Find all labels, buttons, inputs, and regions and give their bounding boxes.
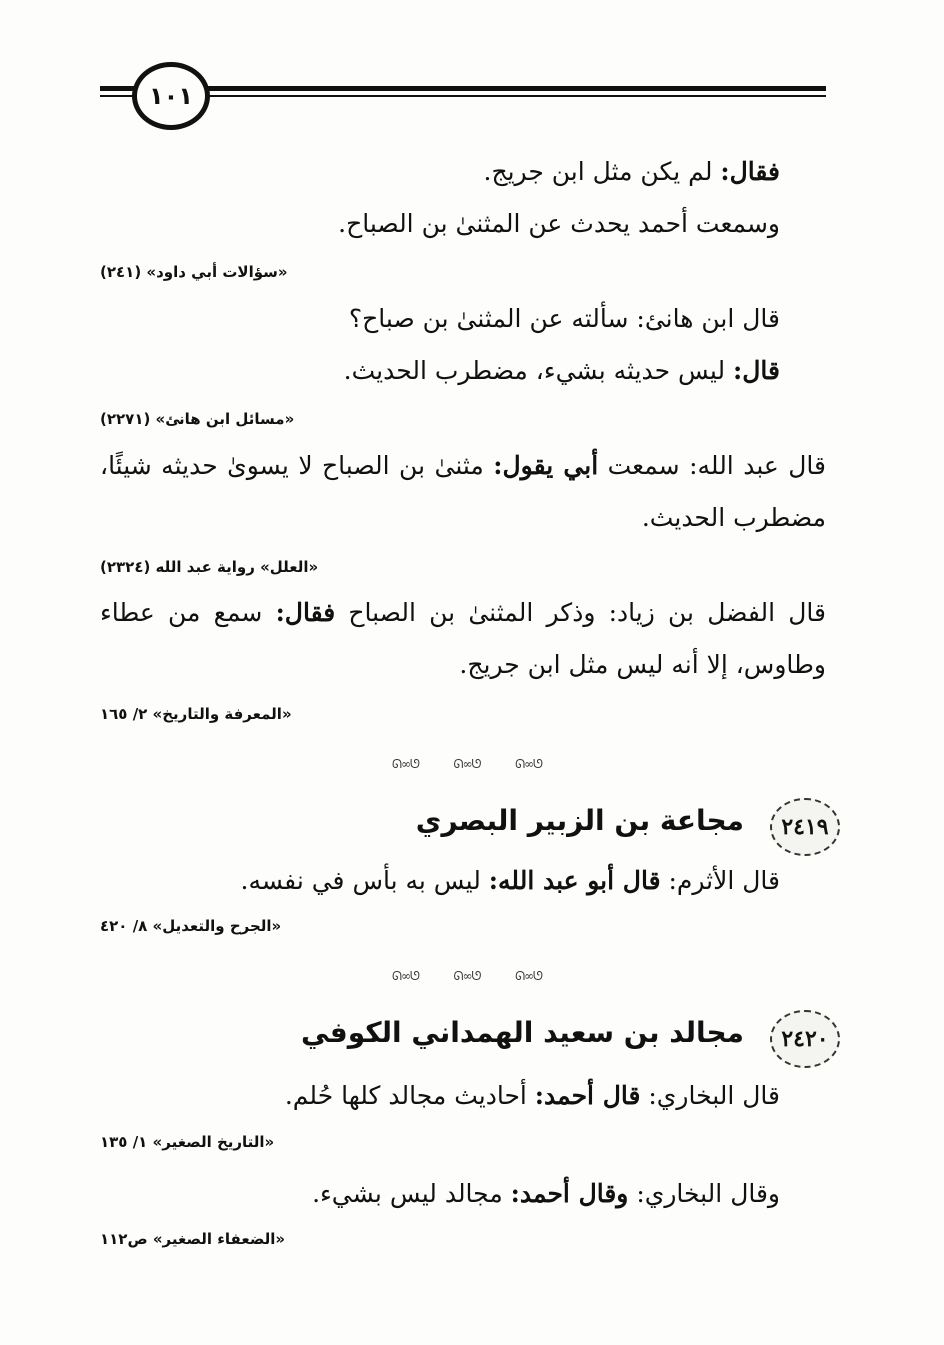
page-number: ١٠١	[132, 62, 210, 130]
source-citation: «المعرفة والتاريخ» ٢/ ١٦٥	[100, 705, 292, 723]
text-paragraph: قال عبد الله: سمعت أبي يقول: مثنىٰ بن الصباح لا يسوىٰ حديثه شيئًا، مضطرب الحديث.	[100, 451, 826, 532]
source-citation: «العلل» رواية عبد الله (٢٣٢٤)	[100, 558, 319, 576]
text-line: قال البخاري: قال أحمد: أحاديث مجالد كلها حُلم.	[284, 1081, 780, 1110]
source-citation: «الجرح والتعديل» ٨/ ٤٢٠	[100, 917, 282, 935]
text-line: فقال: لم يكن مثل ابن جريج.	[483, 157, 780, 186]
source-citation: «سؤالات أبي داود» (٢٤١)	[100, 263, 288, 281]
entry-title: مجالد بن سعيد الهمداني الكوفي	[301, 1016, 744, 1049]
text-line: وسمعت أحمد يحدث عن المثنىٰ بن الصباح.	[338, 209, 780, 238]
entry-heading	[100, 1010, 840, 1070]
entry-number-badge: ٢٤١٩	[770, 798, 840, 856]
entry-heading	[100, 798, 840, 858]
page-header	[100, 60, 826, 130]
text-line: قال الأثرم: قال أبو عبد الله: ليس به بأس في نفسه.	[240, 866, 780, 895]
source-citation: «مسائل ابن هانئ» (٢٢٧١)	[100, 410, 295, 428]
text-line: قال: ليس حديثه بشيء، مضطرب الحديث.	[343, 356, 780, 385]
text-paragraph: قال الفضل بن زياد: وذكر المثنىٰ بن الصباح فقال: سمع من عطاء وطاوس، إلا أنه ليس مثل ابن جريج.	[100, 598, 826, 679]
text-line: وقال البخاري: وقال أحمد: مجالد ليس بشيء.	[312, 1179, 780, 1208]
source-citation: «الضعفاء الصغير» ص١١٢	[100, 1230, 286, 1248]
text-line: قال ابن هانئ: سألته عن المثنىٰ بن صباح؟	[348, 304, 780, 333]
ornament-divider: ᘏ∞ᘎ ᘏ∞ᘎ ᘏ∞ᘎ	[392, 968, 542, 983]
ornament-divider: ᘏ∞ᘎ ᘏ∞ᘎ ᘏ∞ᘎ	[392, 756, 542, 771]
entry-title: مجاعة بن الزبير البصري	[415, 804, 744, 837]
source-citation: «التاريخ الصغير» ١/ ١٣٥	[100, 1133, 275, 1151]
entry-number-badge: ٢٤٢٠	[770, 1010, 840, 1068]
